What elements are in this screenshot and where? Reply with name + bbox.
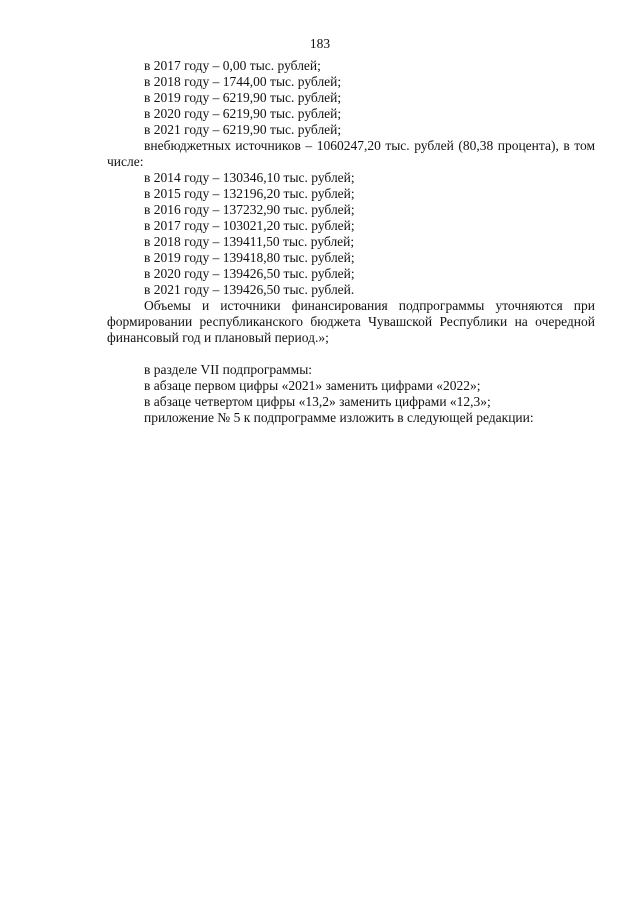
year-line-2019: в 2019 году – 6219,90 тыс. рублей;	[144, 90, 342, 105]
paragraph-gap	[107, 346, 595, 362]
year-line-2020: в 2020 году – 6219,90 тыс. рублей;	[144, 106, 342, 121]
offbudget-line-2018: в 2018 году – 139411,50 тыс. рублей;	[144, 234, 355, 249]
first-paragraph-change-line: в абзаце первом цифры «2021» заменить цифрами «2022»;	[144, 378, 481, 393]
offbudget-paragraph: внебюджетных источников – 1060247,20 тыс. рублей (80,38 процента), в том числе:	[107, 138, 595, 169]
year-line-2021: в 2021 году – 6219,90 тыс. рублей;	[144, 122, 342, 137]
appendix-line: приложение № 5 к подпрограмме изложить в следующей редакции:	[144, 410, 534, 425]
offbudget-line-2015: в 2015 году – 132196,20 тыс. рублей;	[144, 186, 355, 201]
offbudget-line-2019: в 2019 году – 139418,80 тыс. рублей;	[144, 250, 355, 265]
offbudget-line-2021: в 2021 году – 139426,50 тыс. рублей.	[144, 282, 355, 297]
financing-paragraph: Объемы и источники финансирования подпрограммы уточняются при формировании республиканского бюджета Чувашской Республики на очередной финансовый год и плановый период.»;	[107, 298, 595, 345]
offbudget-line-2016: в 2016 году – 137232,90 тыс. рублей;	[144, 202, 355, 217]
offbudget-line-2017: в 2017 году – 103021,20 тыс. рублей;	[144, 218, 355, 233]
year-line-2017: в 2017 году – 0,00 тыс. рублей;	[144, 58, 321, 73]
year-line-2018: в 2018 году – 1744,00 тыс. рублей;	[144, 74, 342, 89]
document-body	[107, 58, 595, 426]
section-vii-line: в разделе VII подпрограммы:	[144, 362, 313, 377]
fourth-paragraph-change-line: в абзаце четвертом цифры «13,2» заменить цифрами «12,3»;	[144, 394, 491, 409]
page-number: 183	[309, 36, 331, 51]
offbudget-line-2020: в 2020 году – 139426,50 тыс. рублей;	[144, 266, 355, 281]
offbudget-line-2014: в 2014 году – 130346,10 тыс. рублей;	[144, 170, 355, 185]
